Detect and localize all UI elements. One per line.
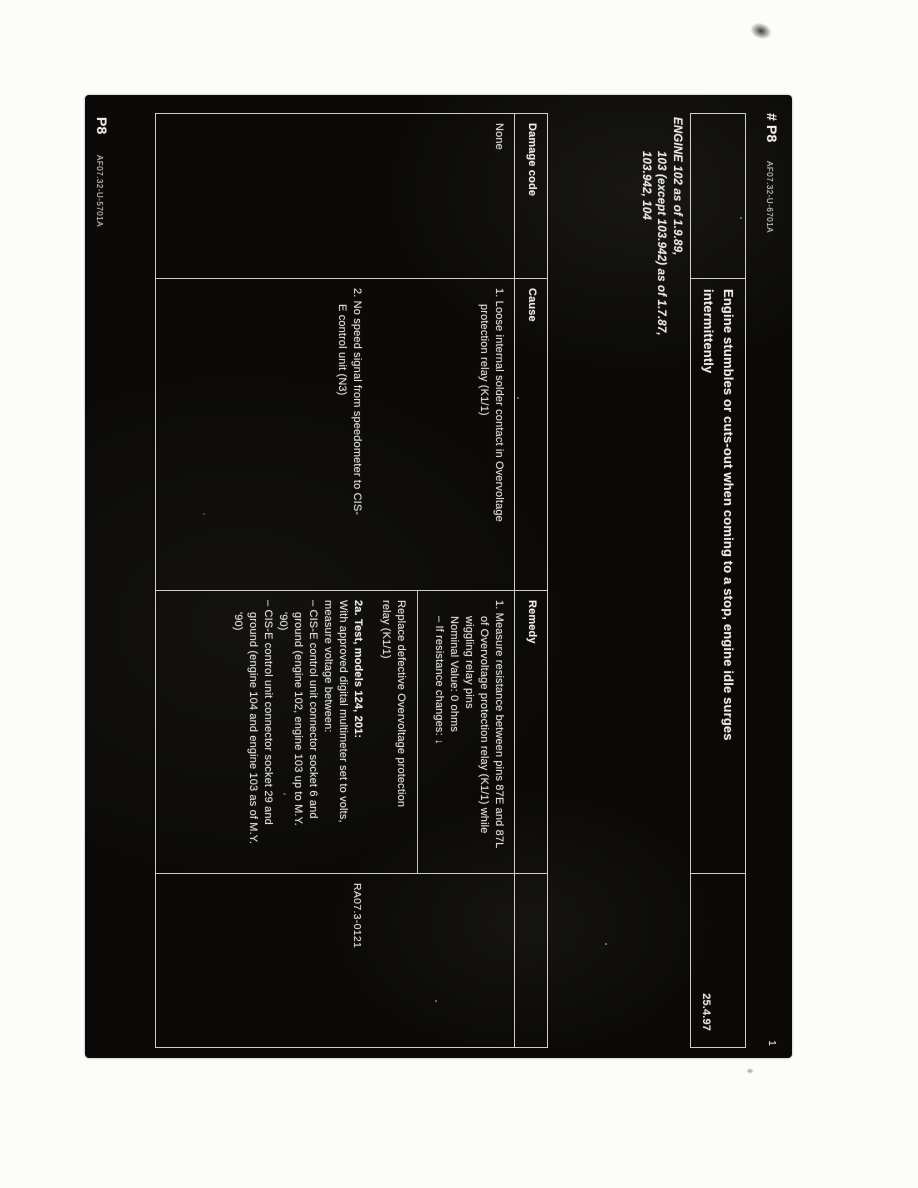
engine-heading-line1: ENGINE 102 as of 1.9.89,	[671, 117, 683, 256]
cause-item-1: 1. Loose internal solder contact in Overvoltage protection relay (K1/1)	[478, 288, 505, 522]
remedy-2a-intro: With approved digital multimeter set to volts, measure voltage between:	[322, 600, 349, 823]
header-meta	[750, 113, 780, 1048]
page-number: 1	[766, 1040, 777, 1046]
footer-doc-number: AF07.32-U-5701A	[95, 155, 104, 228]
date: 25.4.97	[700, 993, 712, 1031]
title-box-left-cell	[691, 114, 745, 279]
column-header-damage-code: Damage code	[514, 114, 547, 279]
engine-applicability-heading	[637, 117, 684, 336]
column-header-reference	[514, 874, 547, 1047]
column-header-remedy: Remedy	[514, 591, 547, 874]
remedy-step-2a	[230, 600, 365, 864]
remedy-2a-heading: 2a. Test, models 124, 201:	[352, 600, 364, 739]
column-header-cause: Cause	[514, 279, 547, 591]
diagnostic-table	[155, 113, 548, 1048]
cause-cell	[156, 279, 514, 591]
header-doc-number: AF07.32-U-6701A	[765, 161, 774, 233]
scan-speck	[746, 1068, 754, 1074]
remedy-nominal-value: Nominal Value: 0 ohms	[448, 616, 460, 733]
engine-heading-line3: 103.942, 104	[639, 151, 652, 220]
header-chart-code: # P8	[764, 113, 780, 143]
remedy-2a-item-1: – CIS-E control unit connector socket 6 and ground (engine 102, engine 103 up to M.Y. '90)	[277, 600, 319, 826]
remedy-2a-item-2: – CIS-E control unit connector socket 29 and ground (engine 104 and engine 103 as of M.Y. '90)	[232, 600, 274, 845]
page-title-line2: intermittently	[701, 289, 717, 374]
test-reference-number: RA07.3-0121	[351, 883, 363, 949]
engine-heading-line2: 103 (except 103.942) as of 1.7.87,	[655, 151, 668, 336]
title-box-date-cell	[691, 873, 745, 1047]
scan-smudge	[748, 20, 774, 42]
page-title	[691, 279, 745, 873]
remedy-condition: – If resistance changes: ↓	[433, 616, 445, 745]
reference-cell	[156, 874, 514, 1047]
damage-code-value: None	[493, 123, 505, 150]
footer-chart-code: P8	[94, 117, 110, 135]
remedy-cell	[156, 591, 514, 874]
title-box	[690, 113, 746, 1048]
footer-meta	[92, 117, 110, 1048]
remedy-followup: Replace defective Overvoltage protection relay (K1/1)	[380, 600, 407, 808]
page-title-line1: Engine stumbles or cuts-out when coming to a stop, engine idle surges	[721, 289, 736, 741]
document-content-rotated	[85, 95, 792, 1058]
damage-code-cell	[156, 114, 514, 279]
cause-item-2: 2. No speed signal from speedometer to CIS-E control unit (N3)	[336, 288, 363, 516]
photocopy-sheet	[85, 95, 792, 1058]
remedy-step-1: 1. Measure resistance between pins 87E and 87L of Overvoltage protection relay (K1/1) while wiggling relay pins	[463, 600, 505, 849]
remedy-divider-rule	[417, 591, 418, 873]
